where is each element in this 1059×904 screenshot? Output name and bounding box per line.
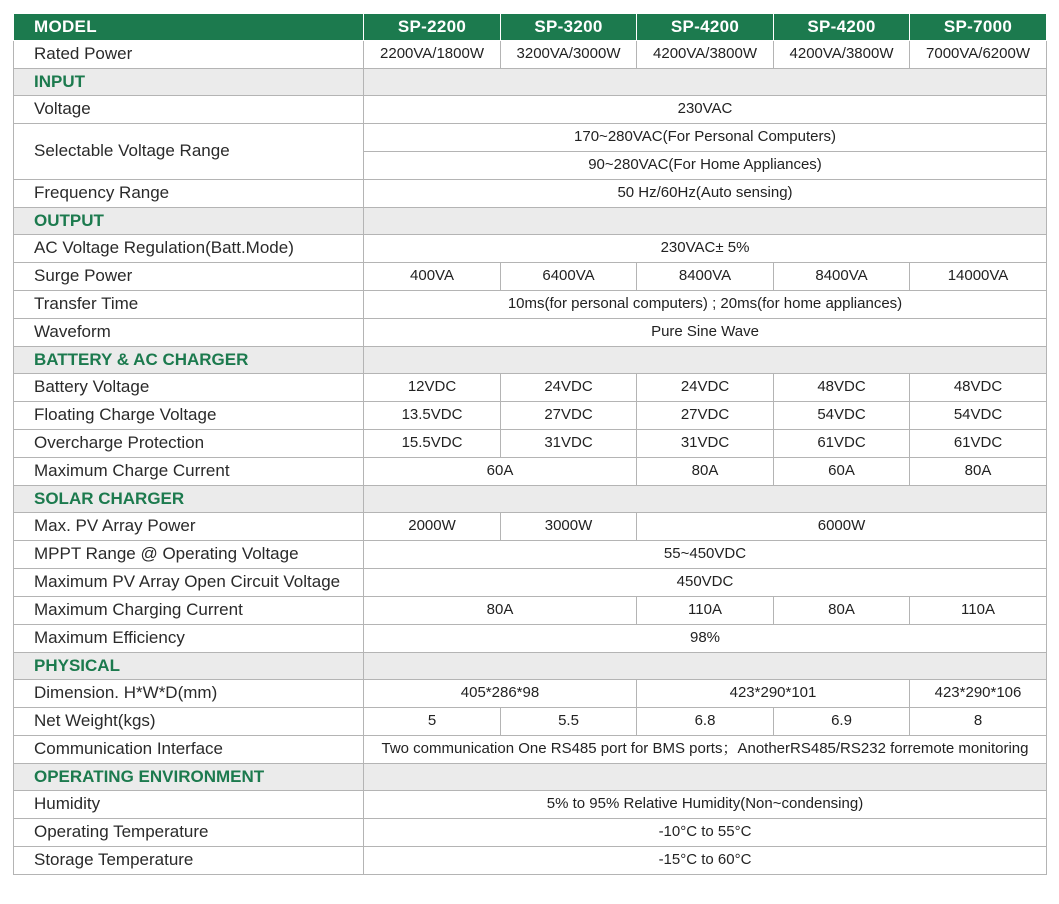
table-row [14,319,1047,347]
cell-value: -15°C to 60°C [364,847,1047,875]
cell-value: 80A [637,458,774,486]
cell-value: 61VDC [774,430,910,458]
cell-value: 24VDC [637,374,774,402]
section-title-solar: SOLAR CHARGER [14,486,364,513]
table-row [14,819,1047,847]
cell-value: 98% [364,625,1047,653]
table-row [14,847,1047,875]
cell-value: 110A [910,597,1047,625]
section-row [14,486,1047,513]
table-row [14,402,1047,430]
cell-value: 27VDC [501,402,637,430]
cell-value: 80A [910,458,1047,486]
table-row [14,291,1047,319]
table-row [14,430,1047,458]
row-label: Dimension. H*W*D(mm) [14,680,364,708]
cell-value: 8400VA [637,263,774,291]
cell-value: 5 [364,708,501,736]
cell-value: 50 Hz/60Hz(Auto sensing) [364,180,1047,208]
row-label: Maximum PV Array Open Circuit Voltage [14,569,364,597]
spec-table [13,13,1047,875]
cell-value: 31VDC [637,430,774,458]
cell-value: 6.8 [637,708,774,736]
cell-value: 80A [364,597,637,625]
table-row [14,374,1047,402]
cell-value: 5% to 95% Relative Humidity(Non~condensing) [364,791,1047,819]
table-row [14,124,1047,152]
section-title-battery: BATTERY & AC CHARGER [14,347,364,374]
cell-value: 110A [637,597,774,625]
cell-value: 31VDC [501,430,637,458]
table-row [14,263,1047,291]
cell-value: 170~280VAC(For Personal Computers) [364,124,1047,152]
table-row [14,708,1047,736]
cell-value: 61VDC [910,430,1047,458]
cell-value: 3000W [501,513,637,541]
cell-value: 6000W [637,513,1047,541]
row-label: Transfer Time [14,291,364,319]
cell-value: 2200VA/1800W [364,41,501,69]
section-title-output: OUTPUT [14,208,364,235]
table-row [14,513,1047,541]
model-name: SP-4200 [637,14,774,41]
cell-value: 8400VA [774,263,910,291]
row-label: Maximum Efficiency [14,625,364,653]
row-label: Floating Charge Voltage [14,402,364,430]
section-filler [364,486,1047,513]
table-row [14,597,1047,625]
header-row [14,14,1047,41]
section-row [14,653,1047,680]
row-label: Storage Temperature [14,847,364,875]
row-label: Overcharge Protection [14,430,364,458]
cell-value: 15.5VDC [364,430,501,458]
cell-value: -10°C to 55°C [364,819,1047,847]
section-row [14,208,1047,235]
row-label: Surge Power [14,263,364,291]
cell-value: 14000VA [910,263,1047,291]
cell-value: 450VDC [364,569,1047,597]
row-label: Maximum Charging Current [14,597,364,625]
cell-value: Two communication One RS485 port for BMS ports；AnotherRS485/RS232 forremote monitoring [364,736,1047,764]
section-row [14,764,1047,791]
row-label: AC Voltage Regulation(Batt.Mode) [14,235,364,263]
cell-value: 24VDC [501,374,637,402]
model-header: MODEL [14,14,364,41]
cell-value: 13.5VDC [364,402,501,430]
row-label: Selectable Voltage Range [14,124,364,180]
cell-value: 54VDC [910,402,1047,430]
cell-value: 423*290*106 [910,680,1047,708]
table-row [14,180,1047,208]
cell-value: 3200VA/3000W [501,41,637,69]
table-row [14,541,1047,569]
cell-value: 48VDC [910,374,1047,402]
cell-value: 10ms(for personal computers) ; 20ms(for home appliances) [364,291,1047,319]
section-filler [364,653,1047,680]
table-row [14,736,1047,764]
cell-value: 8 [910,708,1047,736]
cell-value: 5.5 [501,708,637,736]
cell-value: 400VA [364,263,501,291]
cell-value: 405*286*98 [364,680,637,708]
section-row [14,69,1047,96]
section-row [14,347,1047,374]
table-row [14,680,1047,708]
row-label: MPPT Range @ Operating Voltage [14,541,364,569]
cell-value: 60A [364,458,637,486]
row-label: Rated Power [14,41,364,69]
cell-value: 4200VA/3800W [637,41,774,69]
row-label: Maximum Charge Current [14,458,364,486]
row-label: Battery Voltage [14,374,364,402]
cell-value: 6400VA [501,263,637,291]
cell-value: 60A [774,458,910,486]
model-name: SP-2200 [364,14,501,41]
cell-value: 80A [774,597,910,625]
cell-value: Pure Sine Wave [364,319,1047,347]
table-row [14,41,1047,69]
cell-value: 90~280VAC(For Home Appliances) [364,152,1047,180]
model-name: SP-3200 [501,14,637,41]
section-filler [364,208,1047,235]
row-label: Max. PV Array Power [14,513,364,541]
row-label: Frequency Range [14,180,364,208]
cell-value: 230VAC± 5% [364,235,1047,263]
section-title-physical: PHYSICAL [14,653,364,680]
model-name: SP-4200 [774,14,910,41]
section-filler [364,347,1047,374]
model-name: SP-7000 [910,14,1047,41]
cell-value: 12VDC [364,374,501,402]
cell-value: 2000W [364,513,501,541]
row-label: Waveform [14,319,364,347]
cell-value: 48VDC [774,374,910,402]
section-filler [364,764,1047,791]
cell-value: 4200VA/3800W [774,41,910,69]
row-label: Net Weight(kgs) [14,708,364,736]
row-label: Operating Temperature [14,819,364,847]
table-row [14,96,1047,124]
table-row [14,791,1047,819]
row-label: Humidity [14,791,364,819]
cell-value: 230VAC [364,96,1047,124]
row-label: Voltage [14,96,364,124]
cell-value: 27VDC [637,402,774,430]
cell-value: 54VDC [774,402,910,430]
table-row [14,569,1047,597]
section-title-input: INPUT [14,69,364,96]
table-row [14,458,1047,486]
cell-value: 7000VA/6200W [910,41,1047,69]
section-title-environment: OPERATING ENVIRONMENT [14,764,364,791]
cell-value: 55~450VDC [364,541,1047,569]
section-filler [364,69,1047,96]
row-label: Communication Interface [14,736,364,764]
cell-value: 423*290*101 [637,680,910,708]
table-row [14,625,1047,653]
table-row [14,235,1047,263]
cell-value: 6.9 [774,708,910,736]
